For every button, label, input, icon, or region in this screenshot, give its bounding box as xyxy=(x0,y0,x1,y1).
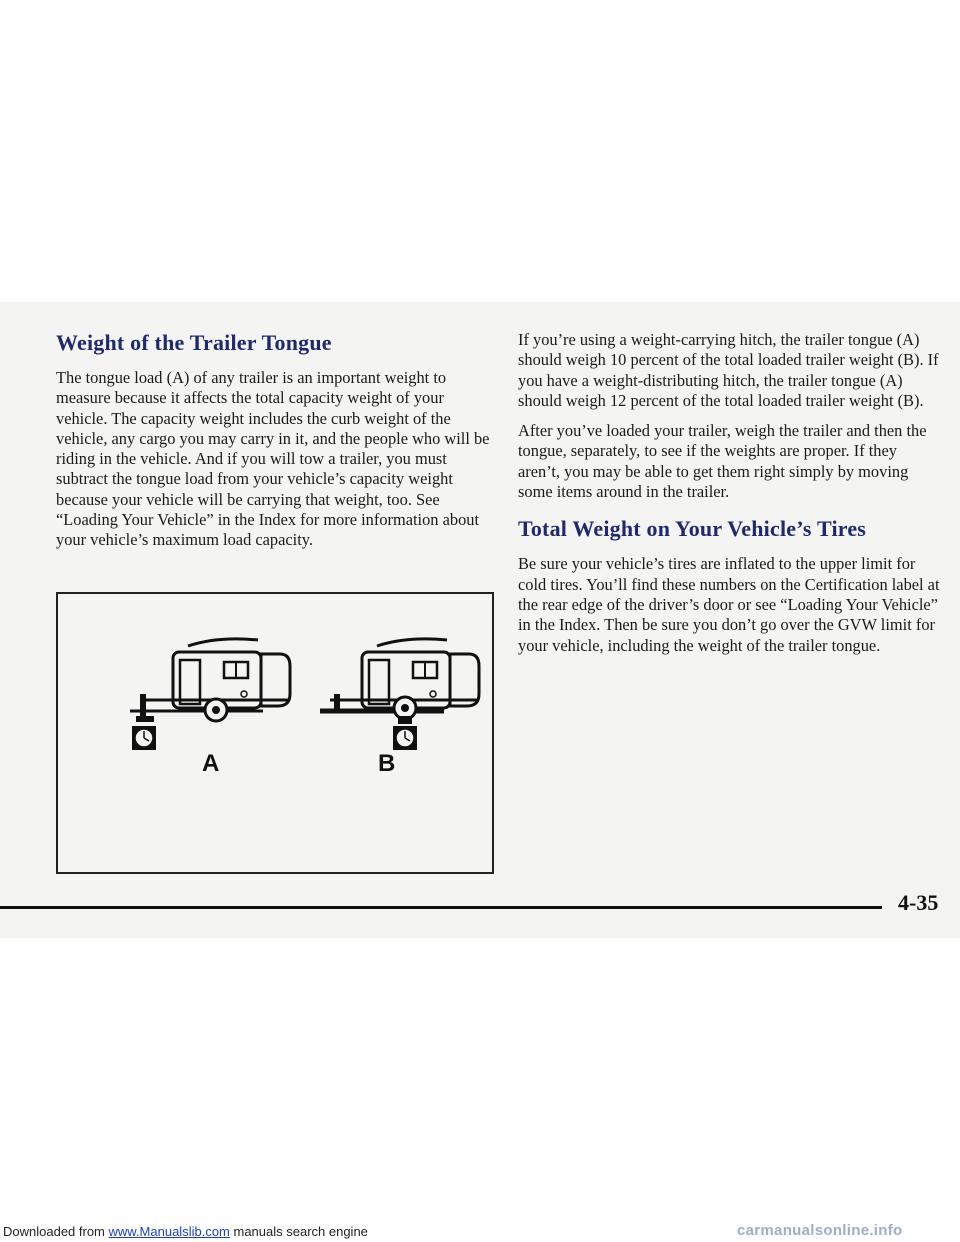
footer-prefix: Downloaded from xyxy=(3,1224,109,1239)
watermark-text: carmanualsonline.info xyxy=(737,1222,903,1239)
footer-rule xyxy=(0,906,882,909)
footer-suffix: manuals search engine xyxy=(229,1224,368,1239)
section-title-total-weight: Total Weight on Your Vehicle’s Tires xyxy=(518,516,867,542)
trailer-diagram-svg xyxy=(58,594,492,872)
figure-label-a: A xyxy=(202,750,220,777)
trailer-weighing-illustration xyxy=(56,592,494,874)
figure-label-b: B xyxy=(378,750,396,777)
tongue-load-paragraph: The tongue load (A) of any trailer is an important weight to measure because it affects the total capacity weight of your vehicle. The capacity weight includes the curb weight of the vehicle, any cargo you may carry in it, and the people who will be riding in the vehicle. And if you will tow a trailer, you must subtract the tongue load from your vehicle’s capacity weight because your vehicle will be carrying that weight, too. See “Loading Your Vehicle” in the Index for more information about your vehicle’s maximum load capacity. xyxy=(56,368,490,550)
weigh-separately-paragraph: After you’ve loaded your trailer, weigh the trailer and then the tongue, separately, to see if the weights are proper. If they aren’t, you may be able to get them right simply by moving some items around in the trailer. xyxy=(518,421,927,502)
hitch-percentage-paragraph: If you’re using a weight-carrying hitch, the trailer tongue (A) should weigh 10 percent of the total loaded trailer weight (B). If you have a weight-distributing hitch, the trailer tongue (A) should weigh 12 percent of the total loaded trailer weight (B). xyxy=(518,330,939,410)
left-column xyxy=(56,330,496,561)
trailer-b-graphic xyxy=(320,639,479,750)
page-number: 4-35 xyxy=(898,890,939,915)
section-title-trailer-tongue: Weight of the Trailer Tongue xyxy=(56,330,332,355)
tire-inflation-paragraph: Be sure your vehicle’s tires are inflated to the upper limit for cold tires. You’ll find these numbers on the Certification label at the rear edge of the driver’s door or see “Loading Your Vehicle” in the Index. Then be sure you don’t go over the GVW limit for your vehicle, including the weight of the trailer tongue. xyxy=(518,554,940,655)
manualslib-link[interactable]: www.Manualslib.com xyxy=(108,1224,230,1239)
right-column xyxy=(518,330,943,666)
download-footer xyxy=(3,1224,368,1239)
trailer-a-graphic xyxy=(130,639,290,750)
